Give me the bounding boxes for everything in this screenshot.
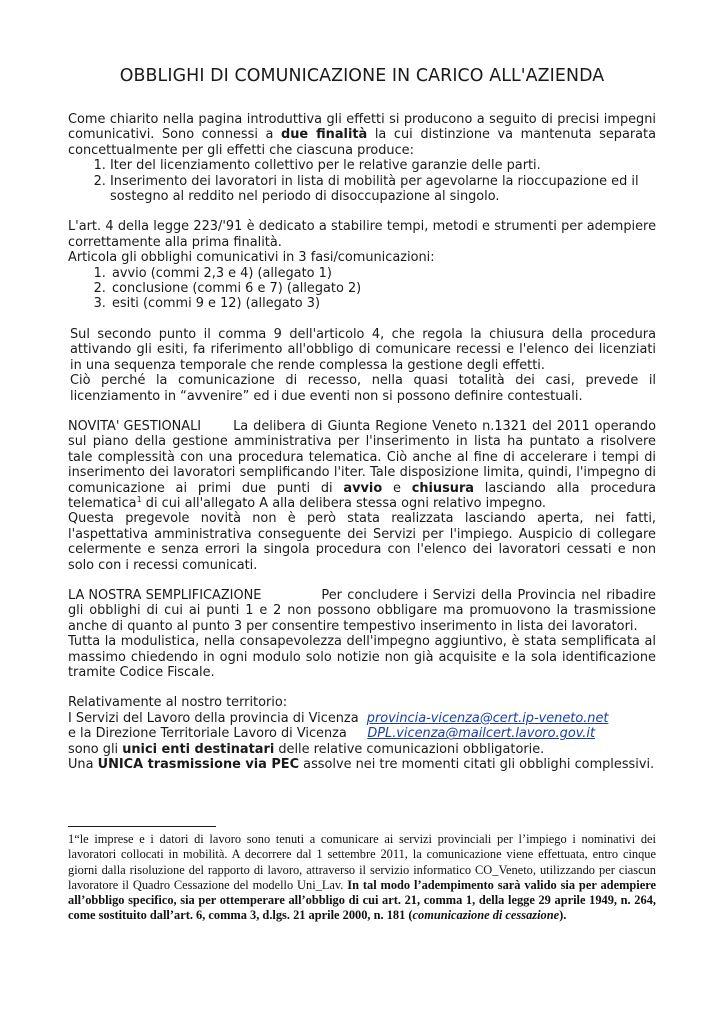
territorio-line (68, 757, 656, 772)
semplificazione-label: LA NOSTRA SEMPLIFICAZIONE (68, 587, 262, 603)
provincia-label: I Servizi del Lavoro della provincia di Vicenza (68, 710, 359, 726)
novita-conjunction: e (382, 480, 412, 496)
novita-paragraph (68, 419, 656, 511)
territorio-text: Una (68, 757, 98, 773)
semplificazione-paragraph (68, 588, 656, 634)
intro-bold: due finalità (281, 127, 368, 143)
novita-text-end: di cui all'allegato A alla delibera stessa ogni relativo impegno. (141, 495, 547, 511)
second-point-paragraph: Sul secondo punto il comma 9 dell'articolo 4, che regola la chiusura della procedura attivando gli esiti, fa riferimento all'obbligo di comunicare recessi e l'elenco dei licenziati in una sequenza temporale che rende complessa la gestione degli effetti. (70, 326, 656, 373)
territorio-text: delle relative comunicazioni obbligatorie. (274, 741, 545, 757)
footnote-bold-end: ). (559, 908, 567, 923)
chiusura-bold: chiusura (411, 480, 475, 496)
list-item: 2. Inserimento dei lavoratori in lista di mobilità per agevolarne la rioccupazione ed il sostegno al reddito nel periodo di disoccupazione al singolo. (110, 174, 656, 205)
art4-paragraph: L'art. 4 della legge 223/'91 è dedicato a stabilire tempi, metodi e strumenti per adempiere correttamente alla prima finalità. (68, 219, 656, 250)
list-item: 2. conclusione (commi 6 e 7) (allegato 2) (110, 281, 656, 296)
novita-label: NOVITA' GESTIONALI (68, 418, 202, 434)
list-item: 1. Iter del licenziamento collettivo per le relative garanzie delle parti. (110, 158, 656, 173)
footnote-text: “le imprese e i datori di lavoro sono tenuti a comunicare ai servizi provinciali per l’impiego i nominativi dei lavoratori collocati in mobilità. A decorrere dal 1 settembre 2011, la comunicazione viene effettuata, entro cinque giorni dalla risoluzione del rapporto di lavoro, attraverso il servizio informatico CO_Veneto, utilizzando per ciascun lavoratore il Quadro Cessazione del modello Uni_Lav. (68, 832, 656, 892)
territorio-line (68, 742, 656, 757)
modulistica-paragraph: Tutta la modulistica, nella consapevolezza dell'impegno aggiuntivo, è stata semplificata al massimo chiedendo in ogni modulo solo notizie non già acquisite e la sola identificazione tramite Codice Fiscale. (68, 634, 656, 680)
pregevole-paragraph: Questa pregevole novità non è però stata realizzata lasciando aperta, nei fatti, l'aspettativa amministrativa conseguente dei Servizi per l'impiego. Auspicio di collegare celermente e senza errori la singola procedura con l'elenco dei lavoratori cessati e non solo con i recessi comunicati. (68, 511, 656, 573)
footnote-bold-italic: comunicazione di cessazione (412, 908, 560, 923)
footnote-number: 1 (68, 832, 75, 846)
document-page (68, 66, 656, 772)
novita-text: La delibera di Giunta Regione Veneto n.1321 del 2011 operando sul piano della gestione amministrativa per l'inserimento in lista ha puntato a risolvere tale complessità con una procedura telematica. Ciò anche al fine di accelerare i tempi di inserimento dei lavoratori semplificando l'iter. Tale disposizione limita, quindi, l'impegno di comunicazione ai primi due punti di (68, 418, 656, 496)
intro-text-end: la cui distinzione va mantenuta separata concettualmente per gli effetti che ciascuna produce: (68, 127, 656, 158)
novita-text-mid: lasciando alla procedura telematica (68, 480, 656, 511)
list-item: 3. esiti (commi 9 e 12) (allegato 3) (110, 296, 656, 311)
territorio-text: assolve nei tre momenti citati gli obblighi complessivi. (299, 757, 655, 773)
territorio-line (68, 726, 656, 741)
recesso-paragraph: Ciò perché la comunicazione di recesso, nella quasi totalità dei casi, prevede il licenziamento in “avvenire” ed i due eventi non si possono definire contestuali. (70, 373, 656, 404)
territorio-line (68, 711, 656, 726)
territorio-intro: Relativamente al nostro territorio: (68, 695, 288, 711)
enti-bold: unici enti destinatari (122, 741, 275, 757)
semplificazione-text: Per concludere i Servizi della Provincia nel ribadire gli obblighi di cui ai punti 1 e 2 non possono obbligare ma promuovono la trasmissione anche di quanto al punto 3 per consentire tempestivo inserimento in lista dei lavoratori. (68, 587, 656, 634)
footnote-bold: In tal modo l’adempimento sarà valido sia per adempiere all’obbligo specifico, sia per ottemperare all’obbligo di cui art. 21, comma 1, della legge 29 aprile 1949, n. 264, come sostituito dall’art. 6, comma 3, d.lgs. 21 aprile 2000, n. 181 ( (68, 877, 656, 923)
footnote-reference: 1 (136, 494, 142, 504)
dtl-label: e la Direzione Territoriale Lavoro di Vicenza (68, 726, 347, 742)
phases-list (68, 266, 656, 312)
footnote-divider (68, 826, 216, 827)
footnote (68, 832, 656, 924)
art4-phases-intro: Articola gli obblighi comunicativi in 3 fasi/comunicazioni: (68, 250, 435, 266)
avvio-bold: avvio (343, 480, 383, 496)
page-title: OBBLIGHI DI COMUNICAZIONE IN CARICO ALL'AZIENDA (119, 66, 605, 86)
list-item: 1. avvio (commi 2,3 e 4) (allegato 1) (110, 266, 656, 281)
intro-text: Come chiarito nella pagina introduttiva gli effetti si producono a seguito di precisi impegni comunicativi. Sono connessi a (68, 112, 656, 143)
provincia-email-link[interactable]: provincia-vicenza@cert.ip-veneto.net (366, 710, 609, 726)
pec-bold: UNICA trasmissione via PEC (97, 757, 300, 773)
intro-paragraph (68, 112, 656, 158)
finalita-list (68, 158, 656, 204)
dtl-email-link[interactable]: DPL.vicenza@mailcert.lavoro.gov.it (367, 726, 596, 742)
territorio-text: sono gli (68, 741, 123, 757)
